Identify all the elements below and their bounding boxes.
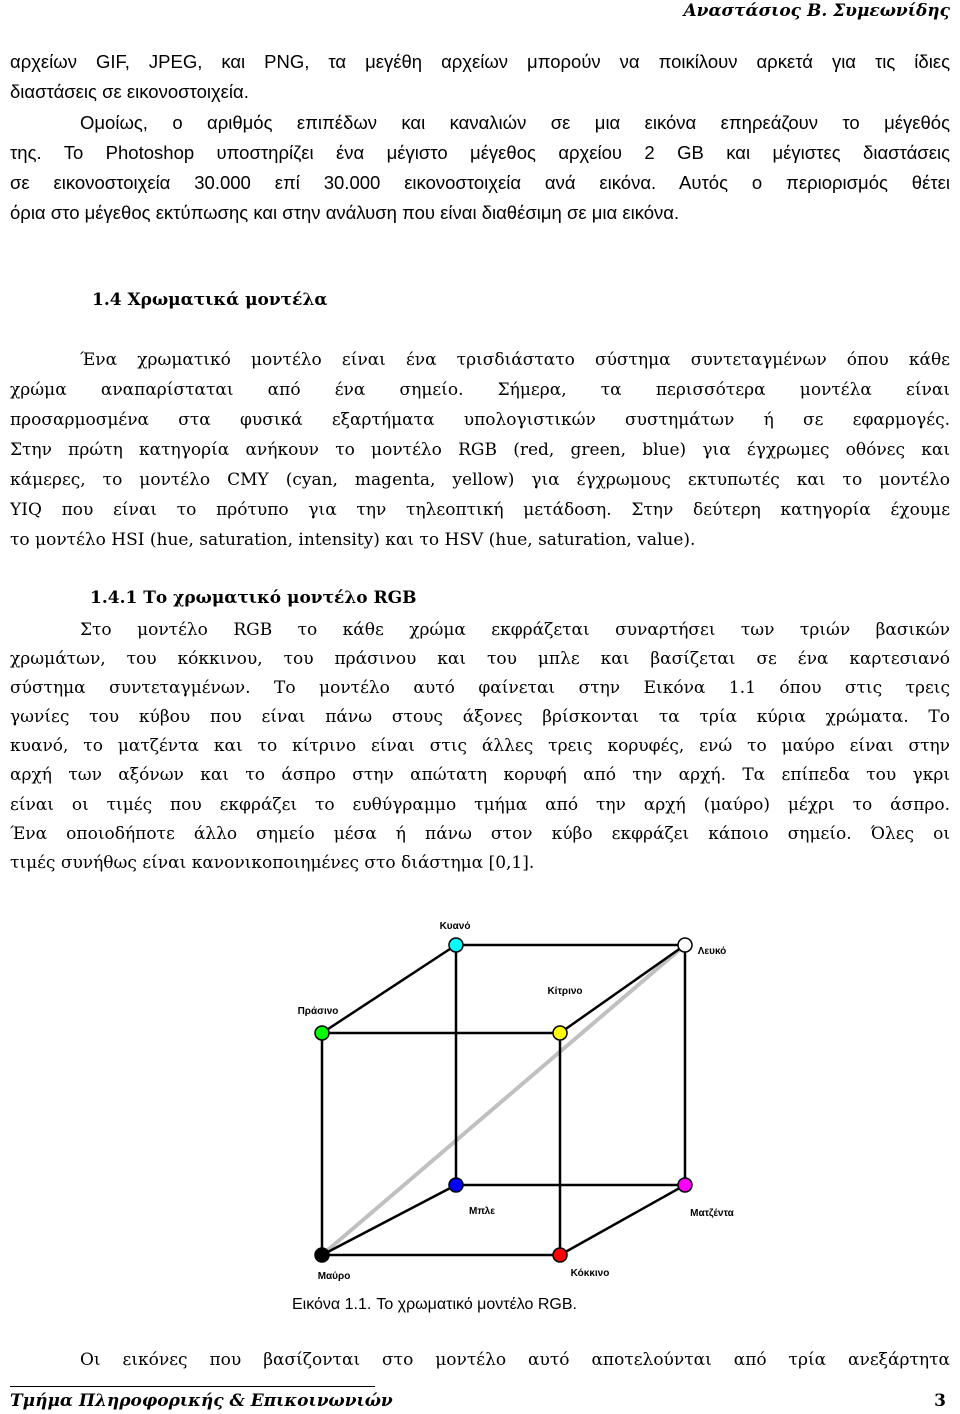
paragraph-line: το μοντέλο HSI (hue, saturation, intensity) και το HSV (hue, saturation, value). — [10, 530, 696, 550]
vertex-blue — [449, 1178, 463, 1192]
paragraph-line: Οι εικόνες που βασίζονται στο μοντέλο αυτό αποτελούνται από τρία ανεξάρτητα — [80, 1350, 950, 1370]
vertex-label-yellow: Κίτρινο — [547, 986, 583, 997]
section-heading: 1.4 Χρωματικά μοντέλα — [92, 290, 328, 310]
cube-edge — [560, 1185, 685, 1255]
vertex-green — [315, 1026, 329, 1040]
rgb-cube-diagram — [280, 905, 760, 1290]
paragraph-line: διαστάσεις σε εικονοστοιχεία. — [10, 81, 249, 102]
paragraph-line: Ένα οποιοδήποτε άλλο σημείο μέσα ή πάνω στον κύβο εκφράζει κάποιο σημείο. Όλες οι — [10, 824, 950, 844]
vertex-label-cyan: Κυανό — [439, 921, 471, 932]
subsection-heading: 1.4.1 Το χρωματικό μοντέλο RGB — [90, 588, 417, 608]
gray-diagonal — [322, 945, 685, 1255]
vertex-red — [553, 1248, 567, 1262]
footer-rule — [10, 1386, 375, 1387]
vertex-label-blue: Μπλε — [469, 1206, 495, 1217]
caption-label: Εικόνα 1.1. — [292, 1296, 372, 1313]
paragraph-line: της. Το Photoshop υποστηρίζει ένα μέγιστο μέγεθος αρχείου 2 GB και μέγιστες διαστάσεις — [10, 142, 950, 163]
paragraph-line: Στο μοντέλο RGB το κάθε χρώμα εκφράζεται συναρτήσει των τριών βασικών — [80, 620, 950, 640]
vertex-yellow — [553, 1026, 567, 1040]
paragraph-line: χρώμα αναπαρίσταται από ένα σημείο. Σήμερα, τα περισσότερα μοντέλα είναι — [10, 380, 950, 400]
paragraph-line: αρχείων GIF, JPEG, και PNG, τα μεγέθη αρχείων μπορούν να ποικίλουν αρκετά για τις ίδιες — [10, 51, 950, 72]
vertex-label-red: Κόκκινο — [570, 1268, 610, 1279]
paragraph-line: γωνίες του κύβου που είναι πάνω στους άξονες βρίσκονται τα τρία κύρια χρώματα. Το — [10, 707, 950, 727]
paragraph-line: χρωμάτων, του κόκκινου, του πράσινου και του μπλε και βασίζεται σε ένα καρτεσιανό — [10, 649, 950, 669]
vertex-label-black: Μαύρο — [317, 1271, 351, 1282]
footer-department: Τμήμα Πληροφορικής & Επικοινωνιών — [10, 1391, 393, 1411]
caption-text: Το χρωματικό μοντέλο RGB. — [376, 1296, 577, 1313]
paragraph-line: Στην πρώτη κατηγορία ανήκουν το μοντέλο RGB (red, green, blue) για έγχρωμες οθόνες και — [10, 440, 950, 460]
paragraph-line: κάμερες, το μοντέλο CMY (cyan, magenta, yellow) για έγχρωμους εκτυπωτές και το μοντέλο — [10, 470, 950, 490]
vertex-cyan — [449, 938, 463, 952]
paragraph-line: αρχή των αξόνων και το άσπρο στην απώτατη κορυφή από την αρχή. Τα επίπεδα του γκρι — [10, 765, 950, 785]
cube-edge — [322, 945, 456, 1033]
figure-caption — [292, 1291, 577, 1319]
paragraph-line: τιμές συνήθως είναι κανονικοποιημένες στο διάστημα [0,1]. — [10, 853, 535, 873]
vertex-magenta — [678, 1178, 692, 1192]
paragraph-line: YIQ που είναι το πρότυπο για την τηλεοπτική μετάδοση. Στην δεύτερη κατηγορία έχουμε — [10, 500, 950, 520]
paragraph-line: προσαρμοσμένα στα φυσικά εξαρτήματα υπολογιστικών συστημάτων ή σε εφαρμογές. — [10, 410, 950, 430]
paragraph-line: σύστημα συντεταγμένων. Το μοντέλο αυτό φαίνεται στην Εικόνα 1.1 όπου στις τρεις — [10, 678, 950, 698]
paragraph-line: σε εικονοστοιχεία 30.000 επί 30.000 εικονοστοιχεία ανά εικόνα. Αυτός ο περιορισμός θέτει — [10, 172, 950, 193]
vertex-black — [315, 1248, 329, 1262]
paragraph-line: όρια στο μέγεθος εκτύπωσης και στην ανάλυση που είναι διαθέσιμη σε μια εικόνα. — [10, 202, 680, 223]
header-author: Αναστάσιος Β. Συμεωνίδης — [683, 1, 950, 21]
paragraph-line: κυανό, το ματζέντα και το κίτρινο είναι στις άλλες τρεις κορυφές, ενώ το μαύρο είναι στην — [10, 736, 950, 756]
paragraph-line: Ένα χρωματικό μοντέλο είναι ένα τρισδιάστατο σύστημα συντεταγμένων όπου κάθε — [80, 350, 950, 370]
paragraph-line: Ομοίως, ο αριθμός επιπέδων και καναλιών σε μια εικόνα επηρεάζουν το μέγεθός — [80, 112, 950, 133]
page-number: 3 — [934, 1391, 946, 1411]
vertex-label-white: Λευκό — [697, 946, 727, 957]
paragraph-line: είναι οι τιμές που εκφράζει το ευθύγραμμο τμήμα από την αρχή (μαύρο) μέχρι το άσπρο. — [10, 795, 950, 815]
vertex-label-green: Πράσινο — [297, 1006, 339, 1017]
vertex-white — [678, 938, 692, 952]
vertex-label-magenta: Ματζέντα — [690, 1208, 734, 1219]
